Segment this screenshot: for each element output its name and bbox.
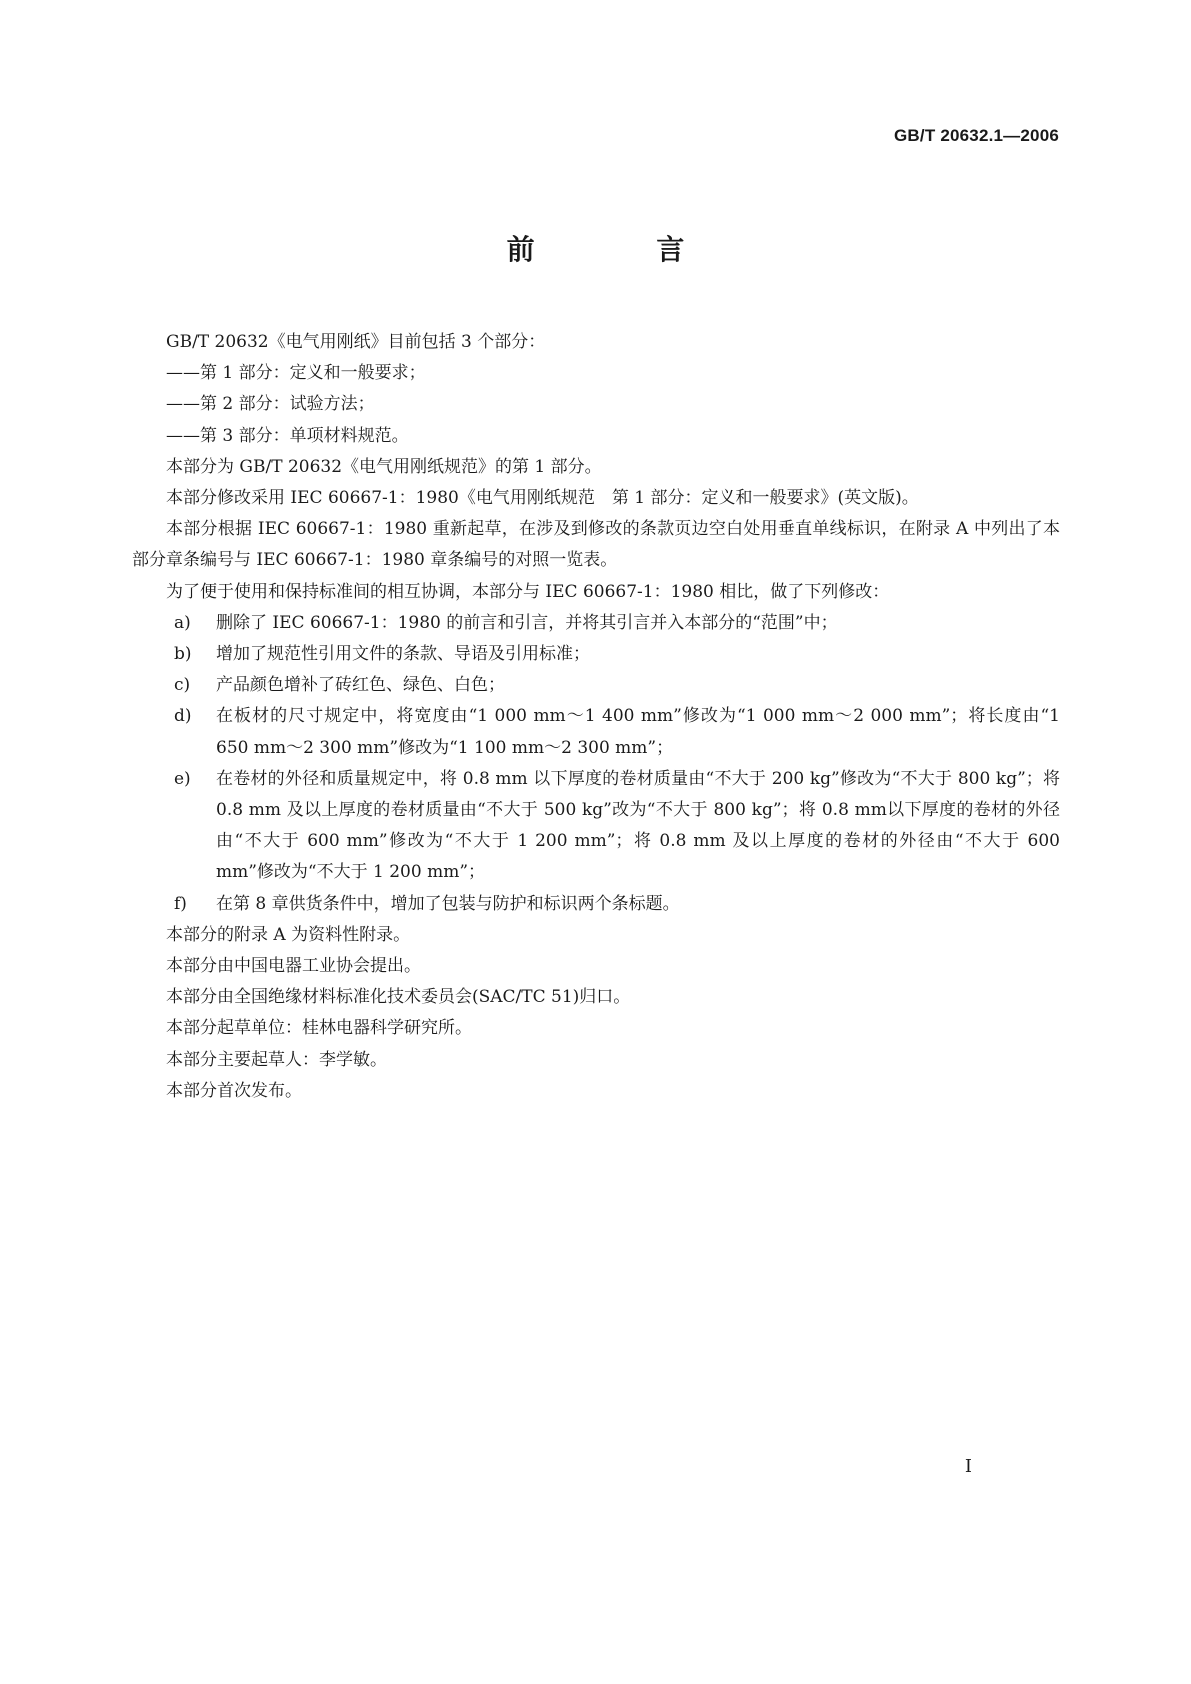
change-item-e xyxy=(132,764,1060,889)
change-item-a xyxy=(132,608,1060,639)
list-marker: d) xyxy=(174,706,192,727)
changes-intro-paragraph: 为了便于使用和保持标准间的相互协调，本部分与 IEC 60667-1：1980 相比，做了下列修改： xyxy=(166,581,890,602)
proposer-paragraph: 本部分由中国电器工业协会提出。 xyxy=(166,956,421,977)
change-item-b xyxy=(132,639,1060,670)
change-item-c xyxy=(132,670,1060,701)
drafting-unit-paragraph: 本部分起草单位：桂林电器科学研究所。 xyxy=(166,1018,472,1039)
first-release-paragraph: 本部分首次发布。 xyxy=(166,1080,302,1101)
document-body xyxy=(132,327,1060,1107)
list-marker: f) xyxy=(174,893,187,914)
document-code: GB/T 20632.1—2006 xyxy=(894,126,1059,145)
change-text: 在板材的尺寸规定中，将宽度由“1 000 mm～1 400 mm”修改为“1 000 mm～2 000 mm”；将长度由“1 650 mm～2 300 mm”修改为“1 100 mm～2 300 mm”； xyxy=(216,706,1060,758)
annex-paragraph: 本部分的附录 A 为资料性附录。 xyxy=(166,924,411,945)
page-number: Ⅰ xyxy=(964,1456,972,1477)
this-part-paragraph: 本部分为 GB/T 20632《电气用刚纸规范》的第 1 部分。 xyxy=(166,456,602,477)
adoption-paragraph: 本部分修改采用 IEC 60667-1：1980《电气用刚纸规范 第 1 部分：定义和一般要求》(英文版)。 xyxy=(166,488,919,509)
list-marker: c) xyxy=(174,675,191,696)
redraft-paragraph: 本部分根据 IEC 60667-1：1980 重新起草，在涉及到修改的条款页边空白处用垂直单线标识，在附录 A 中列出了本部分章条编号与 IEC 60667-1：1980 章条编号的对照一览表。 xyxy=(132,519,1060,571)
intro-paragraph: GB/T 20632《电气用刚纸》目前包括 3 个部分： xyxy=(166,332,546,352)
change-item-d xyxy=(132,701,1060,763)
part-1-line: ——第 1 部分：定义和一般要求； xyxy=(166,363,426,384)
part-2-line: ——第 2 部分：试验方法； xyxy=(166,394,375,415)
change-text: 产品颜色增补了砖红色、绿色、白色； xyxy=(216,675,505,696)
change-text: 增加了规范性引用文件的条款、导语及引用标准； xyxy=(216,644,590,665)
change-text: 在第 8 章供货条件中，增加了包装与防护和标识两个条标题。 xyxy=(216,893,680,914)
part-3-line: ——第 3 部分：单项材料规范。 xyxy=(166,425,409,446)
change-text: 删除了 IEC 60667-1：1980 的前言和引言，并将其引言并入本部分的“范围”中； xyxy=(216,612,838,633)
change-text: 在卷材的外径和质量规定中，将 0.8 mm 以下厚度的卷材质量由“不大于 200 kg”修改为“不大于 800 kg”；将 0.8 mm 及以上厚度的卷材质量由“不大于 500 kg”改为“不大于 800 kg”；将 0.8 mm以下厚度的卷材的外径由“不大于 600 mm”修改为“不大于 1 200 mm”；将 0.8 mm 及以上厚度的卷材的外径由“不大于 600 mm”修改为“不大于 1 200 mm”； xyxy=(216,768,1060,883)
list-marker: b) xyxy=(174,644,192,665)
change-item-f xyxy=(132,889,1060,920)
centralized-paragraph: 本部分由全国绝缘材料标准化技术委员会(SAC/TC 51)归口。 xyxy=(166,987,631,1008)
list-marker: a) xyxy=(174,612,191,633)
drafters-paragraph: 本部分主要起草人：李学敏。 xyxy=(166,1049,387,1070)
page-title: 前 言 xyxy=(506,233,741,266)
list-marker: e) xyxy=(174,768,191,789)
